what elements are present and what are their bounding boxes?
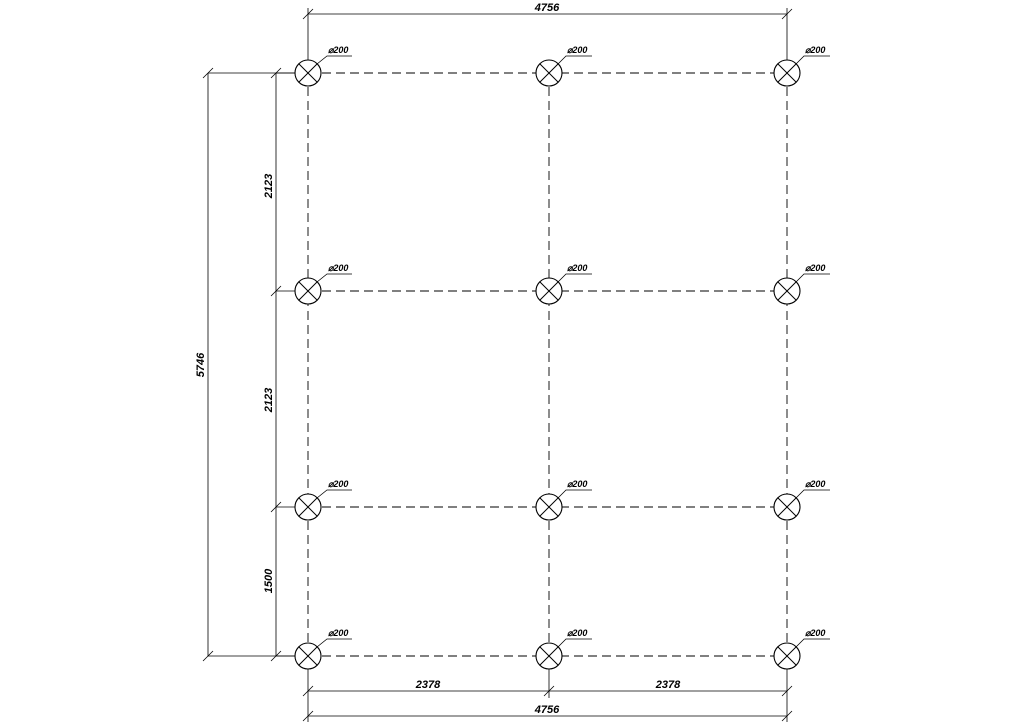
pile-P3-label: ⌀200	[805, 45, 826, 55]
pile-P7[interactable]	[295, 479, 352, 520]
pile-P5[interactable]	[536, 263, 592, 304]
pile-P2[interactable]	[536, 45, 592, 86]
grid-lines	[308, 73, 787, 656]
pile-P1[interactable]	[295, 45, 352, 86]
dimension-left-bay-2-text: 2123	[263, 387, 275, 413]
dimension-bottom-overall-text: 4756	[534, 704, 560, 716]
dimension-top-overall	[303, 2, 792, 66]
dimension-bottom-left-bay-text: 2378	[415, 679, 441, 691]
pile-P9[interactable]	[774, 479, 830, 520]
pile-P4[interactable]	[295, 263, 352, 304]
pile-P2-label: ⌀200	[567, 45, 588, 55]
pile-P12-label: ⌀200	[805, 628, 826, 638]
pile-P11[interactable]	[536, 628, 592, 669]
pile-P9-label: ⌀200	[805, 479, 826, 489]
pile-P5-label: ⌀200	[567, 263, 588, 273]
pile-P3[interactable]	[774, 45, 830, 86]
pile-P10-label: ⌀200	[328, 628, 349, 638]
pile-P6[interactable]	[774, 263, 830, 304]
dimension-left-bay-3-text: 1500	[263, 568, 275, 594]
dimension-top-overall-text: 4756	[534, 2, 560, 14]
pile-P1-label: ⌀200	[328, 45, 349, 55]
pile-P8[interactable]	[536, 479, 592, 520]
pile-P6-label: ⌀200	[805, 263, 826, 273]
pile-P10[interactable]	[295, 628, 352, 669]
pile-group	[295, 45, 830, 669]
pile-P11-label: ⌀200	[567, 628, 588, 638]
pile-P8-label: ⌀200	[567, 479, 588, 489]
dimension-left-overall	[195, 68, 300, 661]
dimension-left-bay-1-text: 2123	[263, 173, 275, 199]
pile-P4-label: ⌀200	[328, 263, 349, 273]
dimension-left-overall-text: 5746	[195, 352, 207, 378]
dimension-bottom-right-bay-text: 2378	[655, 679, 681, 691]
pile-P7-label: ⌀200	[328, 479, 349, 489]
dimension-left-chain	[263, 68, 300, 661]
dimension-bottom-overall	[303, 698, 792, 722]
pile-P12[interactable]	[774, 628, 830, 669]
